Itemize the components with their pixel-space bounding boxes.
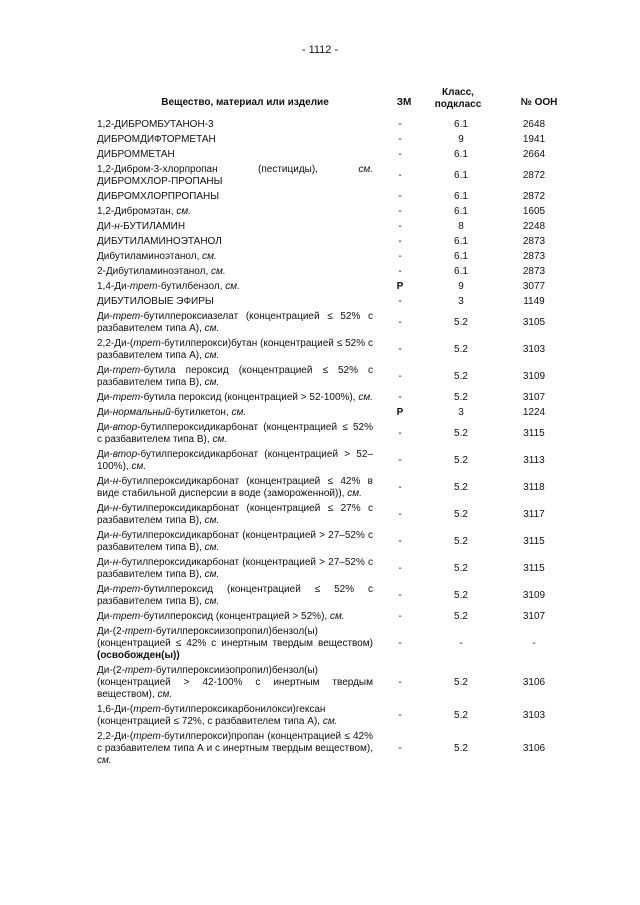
substance-name-part: см. xyxy=(358,164,373,175)
substance-name-part: см. xyxy=(204,323,220,334)
table-row xyxy=(97,280,573,295)
substance-name-part: см. xyxy=(204,569,220,580)
substance-name-part: ДИБРОМДИФТОРМЕТАН xyxy=(97,134,216,145)
un-number-cell: 1224 xyxy=(522,407,546,418)
substance-name-part: см. xyxy=(157,689,173,700)
table-row xyxy=(97,265,573,280)
table-row xyxy=(97,502,573,529)
zm-cell: - xyxy=(398,191,402,202)
substance-name-part: н xyxy=(112,476,119,487)
substance-name xyxy=(97,529,373,556)
table-row xyxy=(97,556,573,583)
un-number-cell: 2648 xyxy=(522,119,546,130)
zm-cell: - xyxy=(398,344,402,355)
un-number-cell: 3105 xyxy=(522,317,546,328)
class-cell: - xyxy=(459,638,463,649)
substance-name xyxy=(97,280,373,295)
substance-name-part: -бутилпероксидикарбонат (концентрацией > 27–52% с разбавителем типа В), xyxy=(97,557,373,580)
substance-name-part: 1,2-ДИБРОМБУТАНОН-3 xyxy=(97,119,214,130)
zm-cell: - xyxy=(398,743,402,754)
class-cell: 6.1 xyxy=(454,206,468,217)
un-number-cell: 3117 xyxy=(523,509,545,520)
substance-name xyxy=(97,235,373,250)
un-number-cell: 3106 xyxy=(522,677,546,688)
class-cell: 3 xyxy=(458,407,464,418)
substance-name xyxy=(97,730,373,769)
zm-cell: - xyxy=(398,677,402,688)
substance-name xyxy=(97,295,373,310)
substance-name-part: трет xyxy=(112,365,141,376)
substance-name-part: ДИБУТИЛАМИНОЭТАНОЛ xyxy=(97,236,222,247)
zm-cell: - xyxy=(398,371,402,382)
substance-name xyxy=(97,421,373,448)
substance-name-part: трет xyxy=(133,731,161,742)
un-number-cell: 2248 xyxy=(522,221,546,232)
zm-cell: - xyxy=(398,563,402,574)
substance-name-part: ДИБРОММЕТАН xyxy=(97,149,175,160)
substance-name-part: трет xyxy=(133,338,161,349)
class-cell: 5.2 xyxy=(454,392,468,403)
zm-cell: - xyxy=(398,590,402,601)
table-row xyxy=(97,583,573,610)
zm-cell: - xyxy=(398,206,402,217)
substance-name xyxy=(97,406,373,421)
class-cell: 6.1 xyxy=(454,170,468,181)
substance-name-part: трет xyxy=(112,611,141,622)
substance-name-part: трет xyxy=(112,392,141,403)
substance-name-part: см. xyxy=(322,716,338,727)
table-row xyxy=(97,703,573,730)
header-class-line1: Класс, xyxy=(442,87,474,98)
zm-cell: - xyxy=(398,611,402,622)
substance-name-part: см. xyxy=(97,755,112,766)
substance-name-part: ДИБРОМХЛОРПРОПАНЫ xyxy=(97,191,220,202)
un-number-cell: 2873 xyxy=(522,236,546,247)
table-row xyxy=(97,421,573,448)
substance-name-part: см. xyxy=(204,350,220,361)
zm-cell: P xyxy=(396,407,404,418)
class-cell: 5.2 xyxy=(454,428,468,439)
un-number-cell: 3103 xyxy=(522,710,546,721)
un-number-cell: 2664 xyxy=(522,149,546,160)
table-row xyxy=(97,730,573,769)
substance-name-part: н xyxy=(112,530,119,541)
substance-name xyxy=(97,163,373,190)
table-row xyxy=(97,250,573,265)
zm-cell: - xyxy=(398,266,402,277)
substance-name-part: трет xyxy=(129,281,158,292)
substance-name-part: см. xyxy=(212,434,228,445)
class-cell: 6.1 xyxy=(454,149,468,160)
zm-cell: - xyxy=(398,536,402,547)
substance-name xyxy=(97,391,373,406)
table-row xyxy=(97,220,573,235)
zm-cell: - xyxy=(398,221,402,232)
substance-name xyxy=(97,610,373,625)
un-number-cell: 1941 xyxy=(522,134,546,145)
un-number-cell: 2872 xyxy=(522,170,546,181)
substance-name-part: см. xyxy=(211,266,226,277)
substance-name-part: трет xyxy=(112,584,141,595)
substance-name-part: втор xyxy=(112,449,138,460)
substance-name-part: см. xyxy=(176,206,191,217)
substance-name xyxy=(97,364,373,391)
substance-name-part: см. xyxy=(231,407,247,418)
class-cell: 6.1 xyxy=(454,266,468,277)
substance-name-part: -бутилпероксиизопропил)бензол(ы) (концентрацией > 42-100% с инертным твердым веществом), xyxy=(97,665,373,700)
substance-name xyxy=(97,664,373,703)
zm-cell: - xyxy=(398,251,402,262)
class-cell: 9 xyxy=(458,134,464,145)
substance-name-part: -бутилпероксидикарбонат (концентрацией ≤ 42% в виде стабильной дисперсии в воде (замороженной)), xyxy=(97,476,373,499)
class-cell: 6.1 xyxy=(454,191,468,202)
table-row xyxy=(97,529,573,556)
substance-name xyxy=(97,133,373,148)
class-cell: 3 xyxy=(458,296,464,307)
substance-name-part: Ди- xyxy=(97,311,113,322)
class-cell: 5.2 xyxy=(454,611,468,622)
class-cell: 6.1 xyxy=(454,251,468,262)
substance-name-part: н xyxy=(112,503,119,514)
substance-name xyxy=(97,118,373,133)
table-row xyxy=(97,475,573,502)
zm-cell: - xyxy=(398,317,402,328)
zm-cell: - xyxy=(398,134,402,145)
substance-name-part: -бутилпероксидикарбонат (концентрацией ≤ 52% с разбавителем типа В), xyxy=(97,422,373,445)
table-row xyxy=(97,310,573,337)
zm-cell: - xyxy=(398,710,402,721)
zm-cell: - xyxy=(398,638,402,649)
class-cell: 6.1 xyxy=(454,119,468,130)
un-number-cell: 2873 xyxy=(522,266,546,277)
substance-name-part: Ди-(2- xyxy=(97,665,125,676)
table-row xyxy=(97,133,573,148)
substance-name-part: -бутилпероксид (концентрацией > 52%), xyxy=(140,611,330,622)
zm-cell: - xyxy=(398,482,402,493)
table-row xyxy=(97,406,573,421)
substance-name-part: н xyxy=(112,557,119,568)
class-cell: 5.2 xyxy=(454,317,468,328)
zm-cell: - xyxy=(398,455,402,466)
substance-name-part: Ди- xyxy=(97,449,113,460)
substance-name-part: 1,4-Ди- xyxy=(97,281,130,292)
substance-name xyxy=(97,703,373,730)
substance-name-part: трет xyxy=(133,704,161,715)
substance-name xyxy=(97,583,373,610)
table-row xyxy=(97,364,573,391)
class-cell: 5.2 xyxy=(454,536,468,547)
table-row xyxy=(97,118,573,133)
table-row xyxy=(97,337,573,364)
substance-name xyxy=(97,190,373,205)
substance-name-part: Ди- xyxy=(97,584,113,595)
substance-name-part: трет xyxy=(124,665,153,676)
substance-name-part: -бутилпероксиизопропил)бензол(ы) (концентрацией ≤ 42% с инертным твердым веществом) xyxy=(97,626,373,649)
un-number-cell: 1605 xyxy=(522,206,546,217)
substance-name-part: -бутила пероксид (концентрацией ≤ 52% с разбавителем типа В), xyxy=(97,365,373,388)
header-class xyxy=(428,87,488,111)
substance-name-part: см. xyxy=(131,461,147,472)
substance-name xyxy=(97,265,373,280)
class-cell: 5.2 xyxy=(454,677,468,688)
substance-name-part: см. xyxy=(204,596,220,607)
class-cell: 6.1 xyxy=(454,236,468,247)
un-number-cell: 3115 xyxy=(523,563,545,574)
un-number-cell: 2872 xyxy=(522,191,546,202)
substance-name-part: см. xyxy=(225,281,240,292)
substance-name-part: нормальный xyxy=(112,407,171,418)
substance-name-part: см. xyxy=(204,377,220,388)
table-row xyxy=(97,295,573,310)
un-number-cell: 3103 xyxy=(522,344,546,355)
substance-name-part: -бутилпероксидикарбонат (концентрацией > 52–100%), xyxy=(97,449,373,472)
table-row xyxy=(97,664,573,703)
substance-name-part: ДИБУТИЛОВЫЕ ЭФИРЫ xyxy=(97,296,214,307)
zm-cell: - xyxy=(398,509,402,520)
zm-cell: - xyxy=(398,428,402,439)
zm-cell: P xyxy=(396,281,404,292)
un-number-cell: 3106 xyxy=(522,743,546,754)
substance-name-part: см. xyxy=(358,392,373,403)
substance-name xyxy=(97,448,373,475)
substance-name-part: Ди- xyxy=(97,530,113,541)
substance-name-part: -бутилпероксид (концентрацией ≤ 52% с разбавителем типа В), xyxy=(97,584,373,607)
class-cell: 5.2 xyxy=(454,509,468,520)
class-cell: 9 xyxy=(458,281,464,292)
header-substance: Вещество, материал или изделие xyxy=(161,97,329,108)
substance-name xyxy=(97,310,373,337)
substance-name-part: Ди- xyxy=(97,557,113,568)
un-number-cell: 3109 xyxy=(522,371,546,382)
zm-cell: - xyxy=(398,392,402,403)
substance-name-part: 2-Дибутиламиноэтанол, xyxy=(97,266,212,277)
header-class-line2: подкласс xyxy=(434,99,482,110)
substance-name xyxy=(97,475,373,502)
substance-name xyxy=(97,625,373,664)
substance-name-part: Дибутиламиноэтанол, xyxy=(97,251,203,262)
substance-name-part: -бутилпероксиазелат (концентрацией ≤ 52% с разбавителем типа А), xyxy=(97,311,373,334)
class-cell: 5.2 xyxy=(454,455,468,466)
un-number-cell: 3107 xyxy=(522,611,546,622)
table-row xyxy=(97,610,573,625)
substance-name-part: -бутила пероксид (концентрацией > 52-100%), xyxy=(140,392,359,403)
table-row xyxy=(97,235,573,250)
class-cell: 5.2 xyxy=(454,563,468,574)
zm-cell: - xyxy=(398,149,402,160)
class-cell: 5.2 xyxy=(454,590,468,601)
substance-name-part: 1,2-Дибром-3-хлорпропан (пестициды), xyxy=(97,164,359,175)
substance-name-part: трет xyxy=(124,626,153,637)
substance-name-part: -бутилпероксикарбонилокси)гексан (концентрацией ≤ 72%, с разбавителем типа А), xyxy=(97,704,326,727)
class-cell: 5.2 xyxy=(454,371,468,382)
substance-name xyxy=(97,250,373,265)
un-number-cell: 3109 xyxy=(522,590,546,601)
substance-name-part: Ди- xyxy=(97,503,113,514)
substance-name-part: -бутилбензол, xyxy=(157,281,226,292)
class-cell: 5.2 xyxy=(454,743,468,754)
substance-name xyxy=(97,148,373,163)
header-zm: ЗМ xyxy=(396,97,412,108)
table-row xyxy=(97,190,573,205)
substance-name-part: 1,6-Ди-( xyxy=(97,704,134,715)
zm-cell: - xyxy=(398,170,402,181)
substance-name-part: см. xyxy=(204,515,220,526)
zm-cell: - xyxy=(398,296,402,307)
substance-name xyxy=(97,220,373,235)
substance-name-part: -бутилперокси)пропан (концентрацией ≤ 42% с разбавителем типа А и с инертным твердым веществом), xyxy=(97,731,373,754)
substance-name-part: трет xyxy=(112,311,141,322)
class-cell: 8 xyxy=(458,221,464,232)
substance-name-part: -БУТИЛАМИН xyxy=(119,221,186,232)
un-number-cell: 3118 xyxy=(523,482,545,493)
substance-name xyxy=(97,556,373,583)
substance-name-part: Ди- xyxy=(97,407,113,418)
table-row xyxy=(97,391,573,406)
substance-name-part: -бутилпероксидикарбонат (концентрацией ≤ 27% с разбавителем типа В), xyxy=(97,503,373,526)
class-cell: 5.2 xyxy=(454,710,468,721)
un-number-cell: 3107 xyxy=(522,392,546,403)
substance-name-part: ДИБРОМХЛОР-ПРОПАНЫ xyxy=(97,176,223,187)
substance-name-part: н xyxy=(114,221,120,232)
substance-name-part: 2,2-Ди-( xyxy=(97,338,134,349)
substance-name-part: Ди-(2- xyxy=(97,626,125,637)
class-cell: 5.2 xyxy=(454,344,468,355)
un-number-cell: 3077 xyxy=(522,281,546,292)
zm-cell: - xyxy=(398,119,402,130)
zm-cell: - xyxy=(398,236,402,247)
substance-name-part: -бутилперокси)бутан (концентрацией ≤ 52% с разбавителем типа А), xyxy=(97,338,373,361)
un-number-cell: 3115 xyxy=(523,536,545,547)
class-cell: 5.2 xyxy=(454,482,468,493)
substance-name-part: Ди- xyxy=(97,392,113,403)
page-number: - 1112 - xyxy=(301,44,339,56)
substance-name-part: -бутилпероксидикарбонат (концентрацией > 27–52% с разбавителем типа В), xyxy=(97,530,373,553)
un-number-cell: 1149 xyxy=(523,296,545,307)
substances-table xyxy=(97,118,573,769)
substance-name-part: -бутилкетон, xyxy=(170,407,232,418)
substance-name xyxy=(97,205,373,220)
substance-name-part: Ди- xyxy=(97,365,113,376)
substance-name-part: см. xyxy=(204,542,220,553)
substance-name-part: Ди- xyxy=(97,422,113,433)
table-row xyxy=(97,625,573,664)
substance-name-part: Ди- xyxy=(97,611,113,622)
substance-name-part: 2,2-Ди-( xyxy=(97,731,134,742)
substance-name xyxy=(97,337,373,364)
substance-name-part: см. xyxy=(202,251,217,262)
substance-name-part: см. xyxy=(329,611,345,622)
un-number-cell: 2873 xyxy=(522,251,546,262)
un-number-cell: - xyxy=(532,638,536,649)
un-number-cell: 3113 xyxy=(523,455,545,466)
table-row xyxy=(97,448,573,475)
substance-name xyxy=(97,502,373,529)
substance-name-part: ДИ- xyxy=(97,221,115,232)
substance-name-part: 1,2-Дибромэтан, xyxy=(97,206,177,217)
substance-name-part: см. xyxy=(347,488,362,499)
table-row xyxy=(97,148,573,163)
substance-name-part: втор xyxy=(112,422,138,433)
table-row xyxy=(97,163,573,190)
substance-name-part: Ди- xyxy=(97,476,113,487)
table-row xyxy=(97,205,573,220)
un-number-cell: 3115 xyxy=(523,428,545,439)
header-un-number: № ООН xyxy=(520,97,558,108)
substance-name-part: (освобожден(ы)) xyxy=(97,650,180,661)
